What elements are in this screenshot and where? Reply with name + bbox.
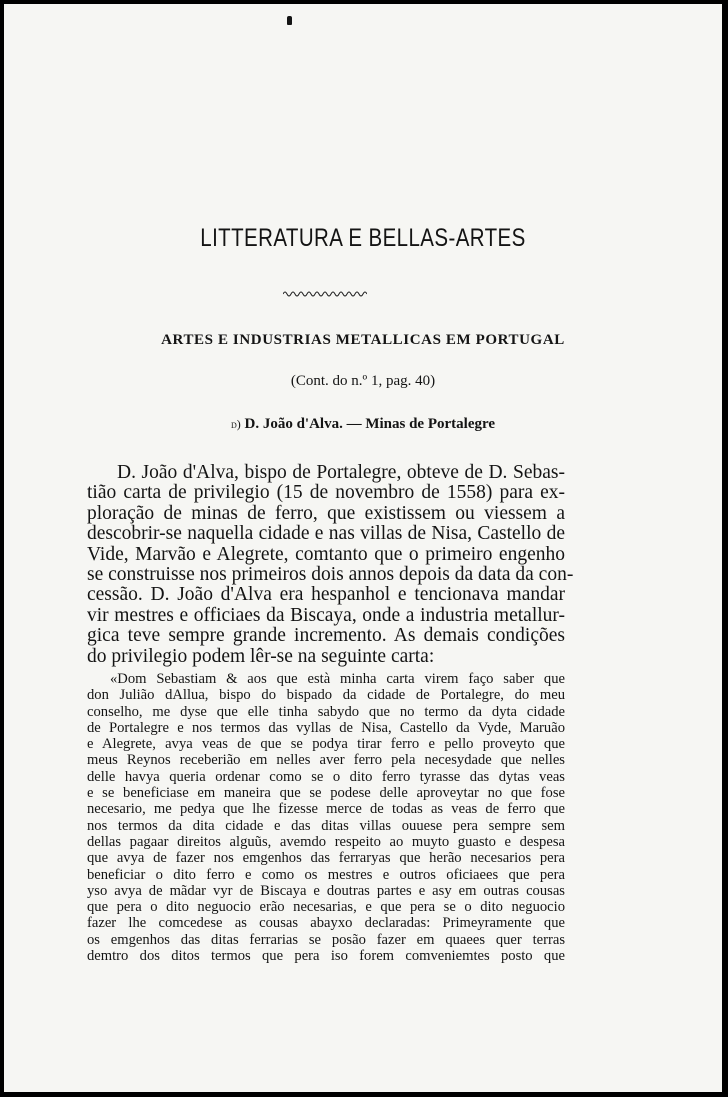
subsection-letter: d) — [230, 417, 241, 431]
quote-line: nos termos da dita cidade e das ditas villas ouuese pera sempre sem — [87, 817, 565, 834]
quote-line: dellas pagaar direitos alguũs, avemdo respeito ao muyto guasto e despesa — [87, 833, 565, 850]
body-paragraph — [87, 462, 574, 667]
quote-line: don Julião dAllua, bispo do bispado da cidade de Portalegre, do meu — [87, 687, 565, 704]
body-line: ploração de minas de ferro, que existissem ou viessem a — [87, 502, 565, 524]
quote-line: que pera o dito neguocio erão necesarias, e que pera se o dito neguocio — [87, 899, 565, 916]
quote-line: conselho, me dyse que elle tinha sabydo que no termo da dyta cidade — [87, 703, 565, 720]
document-page — [4, 4, 722, 1092]
quote-line: e Alegrete, avya veas de que se podya tirar ferro e pello proveyto que — [87, 736, 565, 753]
section-title: LITTERATURA E BELLAS-ARTES — [200, 224, 526, 252]
quote-line: os emgenhos das ditas ferrarias se posão fazer em quaees quer terras — [87, 931, 565, 948]
quote-line: e se beneficiase em maneira que se podese delle aproveytar no que fose — [87, 785, 565, 802]
body-line: tião carta de privilegio (15 de novembro de 1558) para ex- — [87, 482, 565, 504]
ink-mark — [287, 16, 292, 25]
subsection-title: D. João d'Alva. — Minas de Portalegre — [244, 416, 496, 432]
article-title: ARTES E INDUSTRIAS METALLICAS EM PORTUGAL — [161, 332, 565, 348]
quote-line: beneficiar o dito ferro e como os mestres e outros oficiaees que pera — [87, 866, 565, 883]
body-line: vir mestres e officiaes da Biscaya, onde a industria metallur- — [87, 604, 565, 626]
body-line: se construisse nos primeiros dois annos depois da data da con- — [87, 564, 574, 586]
quote-line: fazer lhe comcedese as cousas abayxo declaradas: Primeyramente que — [87, 915, 565, 932]
body-line: cessão. D. João d'Alva era hespanhol e tencionava mandar — [87, 584, 565, 606]
body-line: do privilegio podem lêr-se na seguinte carta: — [87, 645, 435, 667]
body-line: gica teve sempre grande incremento. As demais condições — [87, 625, 565, 647]
quote-line: que avya de fazer nos emgenhos das ferraryas que herão necesarios pera — [87, 850, 565, 867]
quote-line: «Dom Sebastiam & aos que està minha carta virem faço saber que — [110, 671, 565, 687]
quote-line: meus Reynos receberião em nelles aver ferro pela necesydade que nelles — [87, 752, 565, 769]
quote-line: demtro dos ditos termos que pera iso forem comveniemtes posto que — [87, 948, 565, 965]
quote-line: de Portalegre e nos termos das vyllas de Nisa, Castello da Vyde, Maruão — [87, 719, 565, 736]
body-line: descobrir-se naquella cidade e nas villas de Nisa, Castello de — [87, 523, 565, 545]
quoted-charter — [87, 671, 565, 964]
continuation-note: (Cont. do n.º 1, pag. 40) — [290, 373, 436, 389]
quote-line: delle havya queria ordenar como se o dito ferro tyrasse das dytas veas — [87, 768, 565, 785]
quote-line: necesario, me pedya que lhe fizesse merce de todas as veas de ferro que — [87, 801, 565, 818]
wavy-ornament — [283, 290, 367, 298]
body-line: Vide, Marvão e Alegrete, comtanto que o primeiro engenho — [87, 543, 565, 565]
body-line: D. João d'Alva, bispo de Portalegre, obteve de D. Sebas- — [117, 462, 565, 483]
subsection-heading — [4, 416, 722, 433]
quote-line: yso avya de mãdar vyr de Biscaya e doutras partes e asy em outras cousas — [87, 882, 565, 899]
